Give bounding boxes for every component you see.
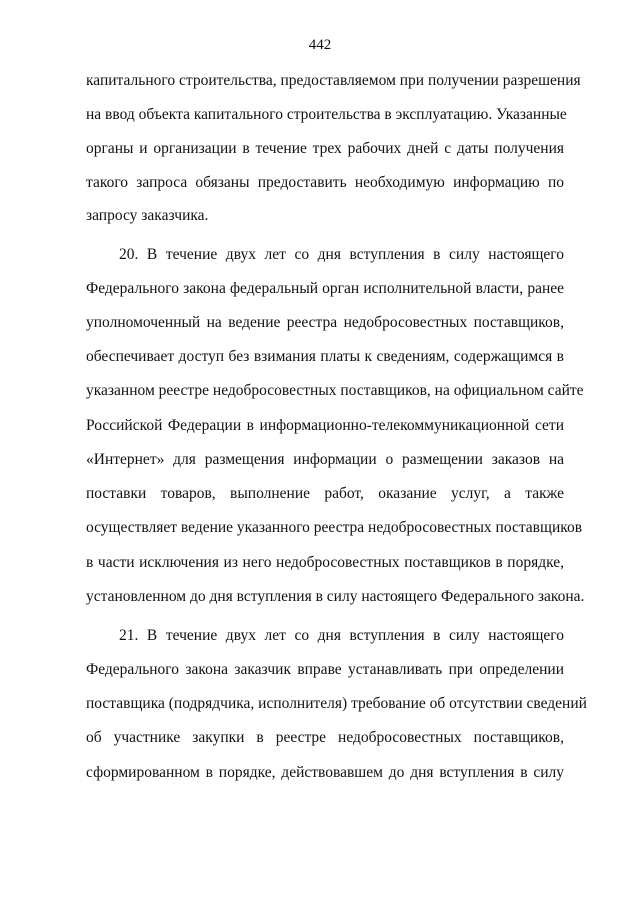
page-number: 442 [308,37,332,53]
text-line: органы и организации в течение трех рабочих дней с даты получения [86,140,564,157]
text-line: осуществляет ведение указанного реестра недобросовестных поставщиков [86,519,583,536]
text-line: Федерального закона заказчик вправе устанавливать при определении [86,661,564,678]
text-line: обеспечивает доступ без взимания платы к сведениям, содержащимся в [86,348,564,365]
text-line: сформированном в порядке, действовавшем до дня вступления в силу [86,764,564,781]
text-line: 21. В течение двух лет со дня вступления в силу настоящего [119,627,564,644]
text-line: об участнике закупки в реестре недобросовестных поставщиков, [86,729,564,746]
text-line: на ввод объекта капитального строительства в эксплуатацию. Указанные [86,106,567,123]
text-line: установленном до дня вступления в силу настоящего Федерального закона. [86,588,585,605]
text-line: 20. В течение двух лет со дня вступления в силу настоящего [119,246,564,263]
text-line: «Интернет» для размещения информации о размещении заказов на [86,451,564,468]
text-line: в части исключения из него недобросовестных поставщиков в порядке, [86,554,564,571]
text-line: Российской Федерации в информационно-телекоммуникационной сети [86,417,564,434]
text-line: Федерального закона федеральный орган исполнительной власти, ранее [86,280,564,297]
text-line: капитального строительства, предоставляемом при получении разрешения [86,72,581,89]
text-line: указанном реестре недобросовестных поставщиков, на официальном сайте [86,382,584,399]
text-line: поставщика (подрядчика, исполнителя) требование об отсутствии сведений [86,695,587,712]
text-line: запросу заказчика. [86,207,209,224]
text-line: уполномоченный на ведение реестра недобросовестных поставщиков, [86,314,564,331]
text-line: поставки товаров, выполнение работ, оказание услуг, а также [86,485,564,502]
text-line: такого запроса обязаны предоставить необходимую информацию по [86,174,564,191]
